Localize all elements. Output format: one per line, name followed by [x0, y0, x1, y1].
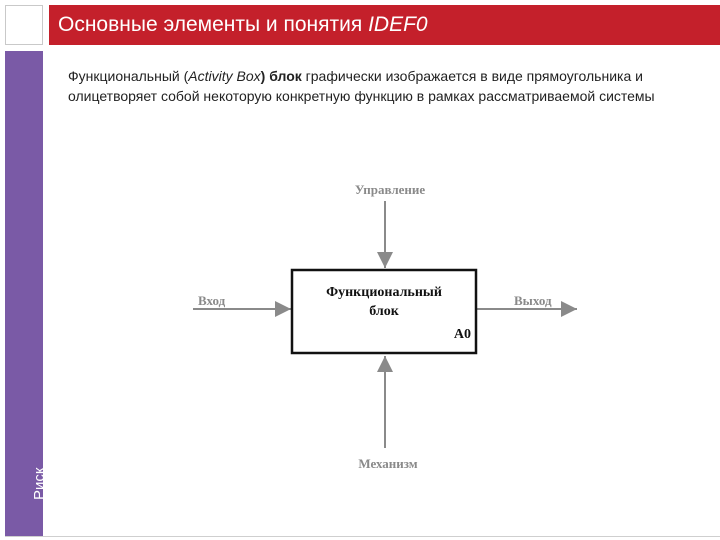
- desc-part2: ) блок: [260, 68, 302, 84]
- title-suffix: IDEF0: [368, 13, 428, 36]
- output-label: Выход: [514, 293, 552, 308]
- box-id: A0: [453, 327, 471, 342]
- desc-part1: Функциональный (: [68, 68, 189, 84]
- input-label: Вход: [198, 293, 226, 308]
- title-prefix: Основные элементы и понятия: [58, 13, 363, 36]
- sidebar-label: Риск: [31, 467, 48, 500]
- desc-italic: Activity Box: [188, 68, 261, 84]
- mechanism-label: Механизм: [358, 456, 418, 471]
- control-label: Управление: [354, 182, 426, 197]
- box-label-line2: блок: [369, 304, 399, 319]
- desc-part3: графически изображается в виде прямоугольника и олицетворяет собой некоторую конкретную функцию в рамках рассматриваемой системы: [68, 68, 655, 104]
- box-label-line1: Функциональный: [326, 285, 442, 300]
